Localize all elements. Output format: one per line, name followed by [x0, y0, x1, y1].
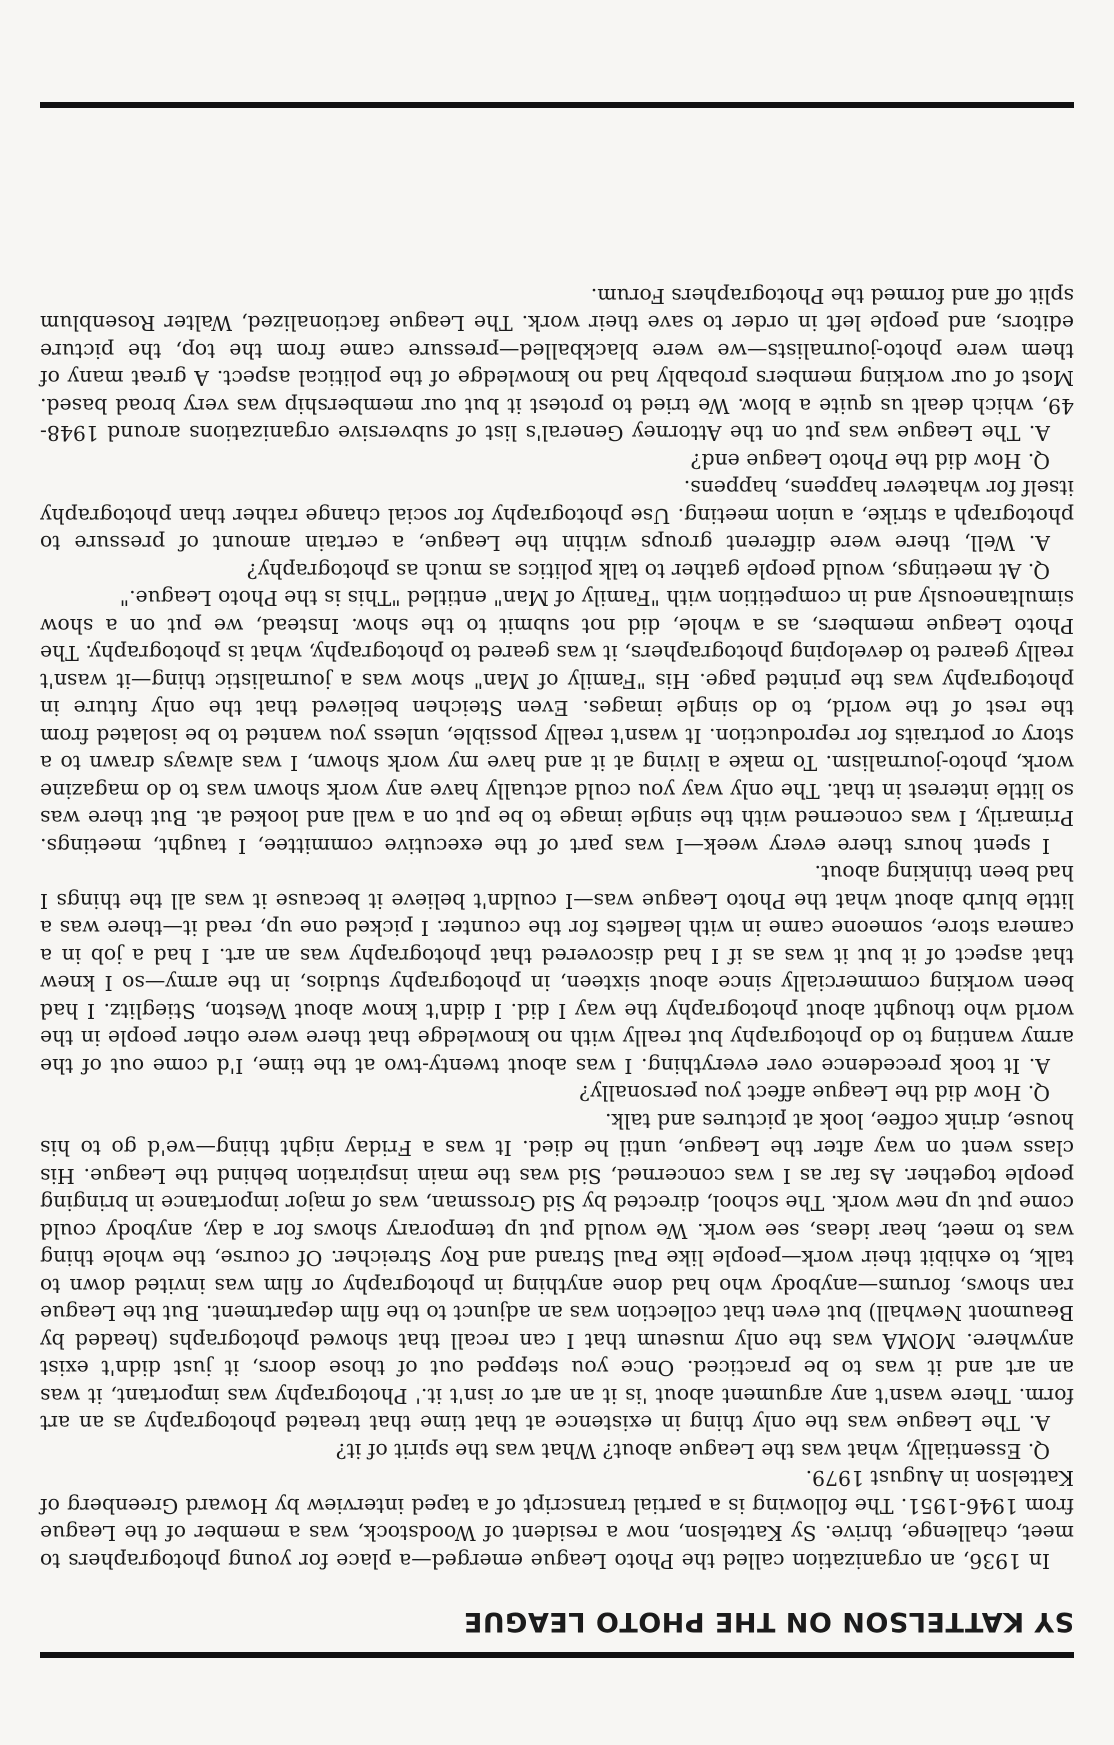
answer-personal-continued: I spent hours there every week—I was part of the executive committee, I taught, meetings. Primarily, I was concerned with the single image to be put on a wall and looked at. But there was so little interest in that. The only way you could actually have any work shown was to do magazine work, photo-journalism. To make a living at it and have my work shown, I was always drawn to a story or portraits for reproduction. It wasn't really possible, unless you wanted to be isolated from the rest of the world, to do single images. Even Steichen believed that the only future in photography was the printed page. His "Family of Man" show was a journalistic thing—it wasn't really geared to developing photographers, it was geared to photography, what is photography. The Photo League members, as a whole, did not submit to the show. Instead, we put on a show simultaneously and in competition with "Family of Man" entitled "This is the Photo League."	[40, 586, 1074, 858]
answer-personal: A. It took precedence over everything. I was about twenty-two at the time, I'd come out of the army wanting to do photography but really with no knowledge that there were other people in the world who thought about photography the way I did. I didn't know about Weston, Stieglitz. I had been working commercially since about sixteen, in photography studios, in the army—so I knew that aspect of it but it was as if I had discovered that photography was an art. I had a job in a camera store, someone came in with leaflets for the counter. I picked one up, read it—there was a little blurb about what the Photo League was—I couldn't believe it because it was all the things I had been thinking about.	[40, 861, 1074, 1078]
intro-paragraph: In 1936, an organization called the Photo League emerged—a place for young photographers to meet, challenge, thrive. Sy Kattelson, now a resident of Woodstock, was a member of the League from 1946-1951. The following is a partial transcript of a taped interview by Howard Greenberg of Kattelson in August 1979.	[40, 1466, 1074, 1573]
question-end: Q. How did the Photo League end?	[690, 449, 1050, 473]
answer-spirit: A. The League was the only thing in existence at that time that treated photography as an art form. There wasn't any argument about 'is it an art or isn't it.' Photography was important, it was an art and it was to be practiced. Once you stepped out of those doors, it just didn't exist anywhere. MOMA was the only museum that I can recall that showed photographs (headed by Beaumont Newhall) but even that collection was an adjunct to the film department. But the League ran shows, forums—anybody who had done anything in photography or film was invited down to talk, to exhibit their work—people like Paul Strand and Roy Streicher. Of course, the whole thing was to meet, hear ideas, see work. We would put up temporary shows for a day, anybody could come put up new work. The school, directed by Sid Grossman, was of major importance in bringing people together. As far as I was concerned, Sid was the main inspiration behind the League. His class went on way after the League, until he died. It was a Friday night thing—we'd go to his house, drink coffee, look at pictures and talk.	[40, 1109, 1074, 1436]
article-body	[40, 282, 1074, 1575]
top-rule	[40, 1652, 1074, 1658]
question-spirit: Q. Essentially, what was the League about? What was the spirit of it?	[335, 1439, 1050, 1463]
answer-end: A. The League was put on the Attorney General's list of subversive organizations around 1948-49, which dealt us quite a blow. We tried to protest it but our membership was very broad based. Most of our working members probably had no knowledge of the political aspect. A great many of them were photo-journalists—we were blackballed—pressure came from the top, the picture editors, and people left in order to save their work. The League factionalized, Walter Rosenblum split off and formed the Photographers Forum.	[40, 284, 1074, 446]
question-personal: Q. How did the League affect you personally?	[579, 1081, 1050, 1106]
answer-politics: A. Well, there were different groups within the League, a certain amount of pressure to photograph a strike, a union meeting. Use photography for social change rather than photography itself for whatever happens, happens.	[40, 476, 1074, 556]
bottom-rule	[40, 102, 1074, 108]
question-politics: Q. At meetings, would people gather to talk politics as much as photography?	[246, 559, 1050, 583]
article-title: SY KATTELSON ON THE PHOTO LEAGUE	[463, 1606, 1074, 1637]
